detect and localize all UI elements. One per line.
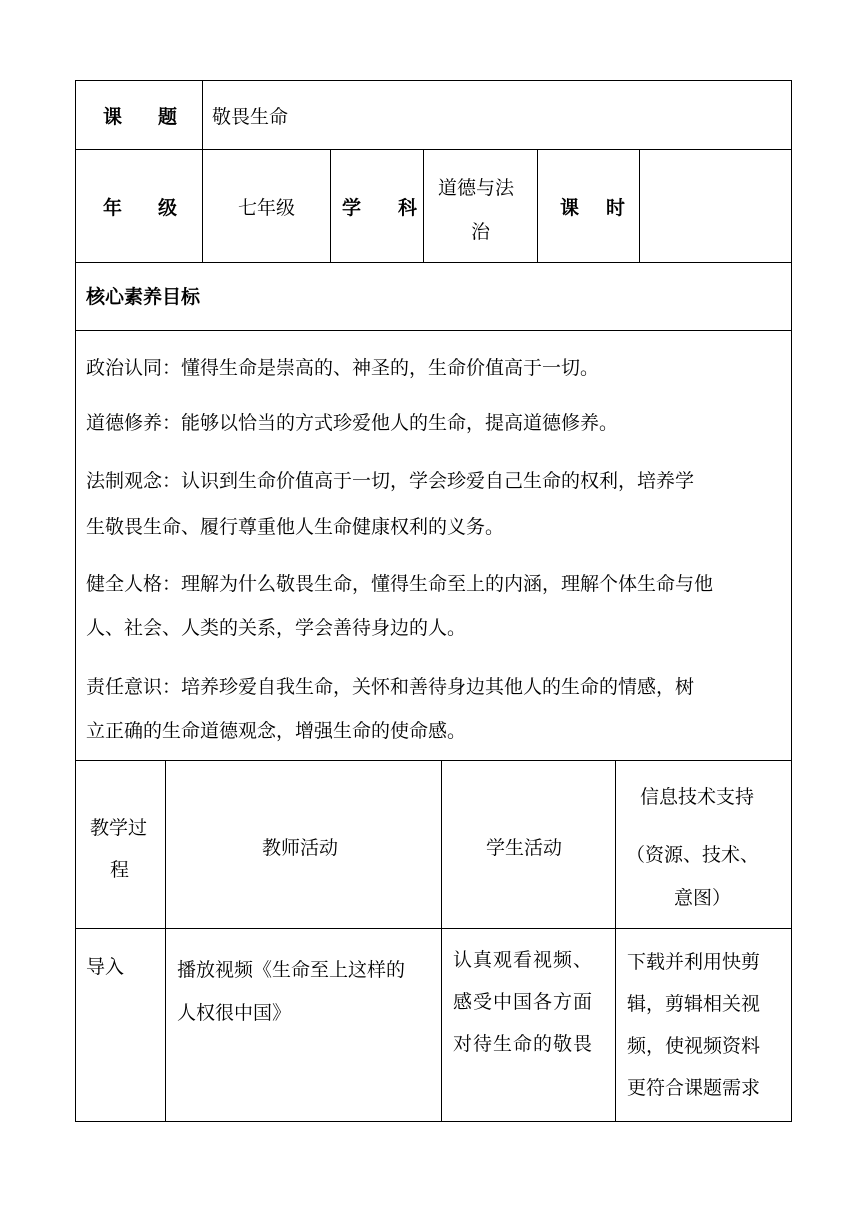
teacher-activity-header: 教师活动 — [262, 837, 339, 859]
tech-support-header-line1: 信息技术支持 — [640, 786, 755, 808]
table-border — [165, 760, 166, 1122]
table-border — [75, 80, 792, 81]
teacher-activity-line2: 人权很中国》 — [177, 1002, 292, 1024]
table-border — [75, 80, 76, 1122]
table-border — [615, 760, 616, 1122]
student-activity-line3: 对待生命的敬畏 — [453, 1033, 594, 1055]
subject-label-char-1: 学 — [342, 197, 362, 219]
tech-support-line2: 辑，剪辑相关视 — [627, 993, 761, 1015]
student-activity-line2: 感受中国各方面 — [453, 991, 594, 1013]
table-border — [75, 1121, 792, 1122]
topic-label-char-2: 题 — [158, 106, 178, 128]
period-label-char-2: 时 — [606, 197, 626, 219]
goals-title: 核心素养目标 — [86, 286, 201, 308]
goal-responsibility-line1: 责任意识：培养珍爱自我生命，关怀和善待身边其他人的生命的情感，树 — [86, 676, 695, 698]
tech-support-header-line2: （资源、技术、 — [626, 844, 760, 866]
goal-law-line2: 生敬畏生命、履行尊重他人生命健康权利的义务。 — [86, 516, 505, 538]
process-header-line2: 程 — [110, 859, 130, 881]
goal-personality-line2: 人、社会、人类的关系，学会善待身边的人。 — [86, 617, 467, 639]
grade-label-char-1: 年 — [103, 197, 123, 219]
period-label-char-1: 课 — [560, 197, 580, 219]
goal-political: 政治认同：懂得生命是崇高的、神圣的，生命价值高于一切。 — [86, 357, 600, 379]
table-border — [75, 760, 792, 761]
table-border — [75, 149, 792, 150]
table-border — [423, 149, 424, 262]
table-border — [791, 80, 792, 1122]
table-border — [202, 80, 203, 262]
grade-value: 七年级 — [238, 197, 296, 219]
topic-value: 敬畏生命 — [212, 106, 289, 128]
table-border — [75, 262, 792, 263]
teacher-activity-line1: 播放视频《生命至上这样的 — [177, 959, 406, 981]
student-activity-line1: 认真观看视频、 — [453, 949, 594, 971]
subject-value-line1: 道德与法 — [438, 177, 515, 199]
subject-value-line2: 治 — [471, 221, 491, 243]
table-border — [537, 149, 538, 262]
table-border — [330, 149, 331, 262]
table-border — [75, 928, 792, 929]
goal-responsibility-line2: 立正确的生命道德观念，增强生命的使命感。 — [86, 720, 467, 742]
process-intro: 导入 — [86, 956, 125, 978]
tech-support-line4: 更符合课题需求 — [627, 1077, 761, 1099]
goal-law-line1: 法制观念：认识到生命价值高于一切，学会珍爱自己生命的权利，培养学 — [86, 470, 695, 492]
goal-moral: 道德修养：能够以恰当的方式珍爱他人的生命，提高道德修养。 — [86, 412, 619, 434]
student-activity-header: 学生活动 — [486, 837, 563, 859]
table-border — [639, 149, 640, 262]
subject-label-char-2: 科 — [398, 197, 418, 219]
table-border — [441, 760, 442, 1122]
process-header-line1: 教学过 — [90, 817, 148, 839]
goal-personality-line1: 健全人格：理解为什么敬畏生命，懂得生命至上的内涵，理解个体生命与他 — [86, 573, 714, 595]
tech-support-line3: 频，使视频资料 — [627, 1035, 761, 1057]
tech-support-header-line3: 意图） — [674, 887, 732, 909]
grade-label-char-2: 级 — [158, 197, 178, 219]
table-border — [75, 330, 792, 331]
tech-support-line1: 下载并利用快剪 — [627, 951, 761, 973]
topic-label-char-1: 课 — [103, 106, 123, 128]
